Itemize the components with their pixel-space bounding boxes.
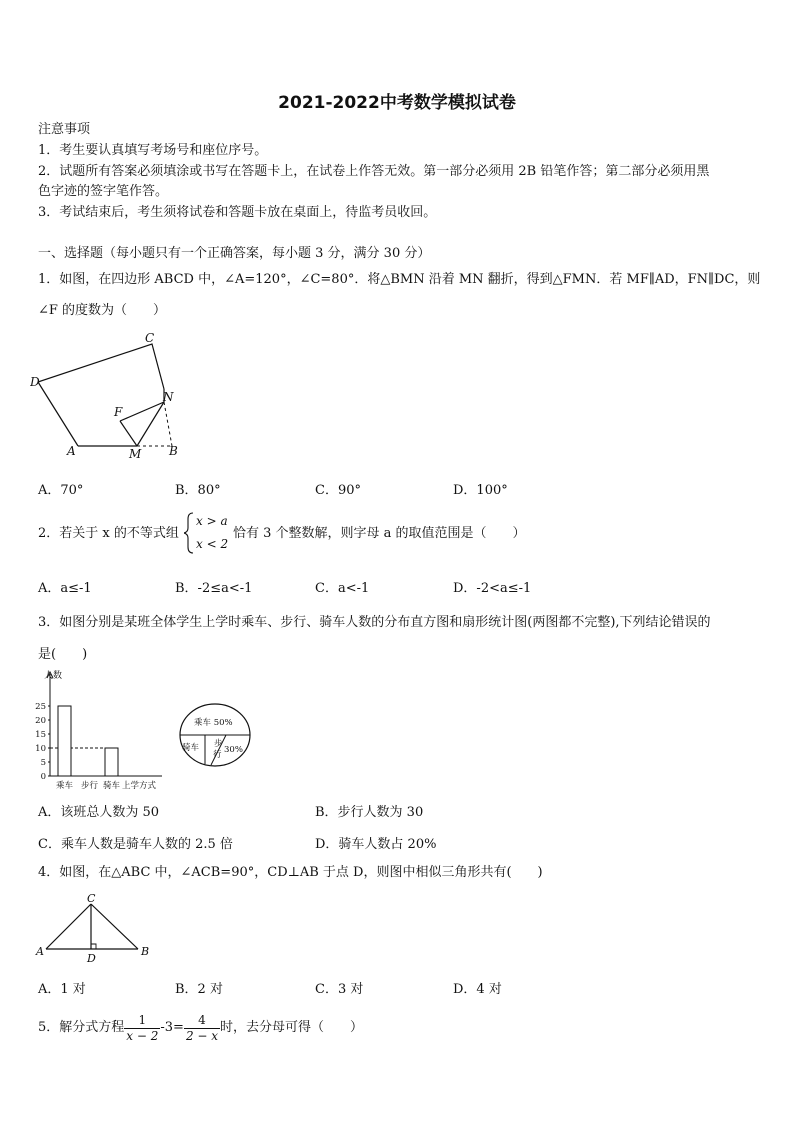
- y-tick-label-1: 5: [40, 758, 46, 768]
- q3-option-d[interactable]: D．骑车人数占 20%: [315, 837, 437, 852]
- q1-edge-DA: [38, 382, 78, 446]
- x-category-label-1: 步行: [81, 781, 99, 791]
- bar-0: [58, 706, 71, 776]
- page-title: 2021-2022中考数学模拟试卷: [278, 93, 516, 113]
- y-tick-label-3: 15: [35, 730, 46, 740]
- q2-option-b[interactable]: B．-2≤a<-1: [175, 581, 253, 596]
- y-axis-label: 人数: [44, 671, 63, 681]
- q1-option-d[interactable]: D．100°: [453, 483, 508, 498]
- q1-option-c[interactable]: C．90°: [315, 483, 361, 498]
- notice-item-3: 3．考试结束后，考生须将试卷和答题卡放在桌面上，待监考员收回。: [38, 205, 437, 220]
- q1-label-D: D: [30, 375, 40, 389]
- q3-bar-chart: [30, 668, 170, 793]
- y-tick-label-0: 0: [40, 772, 46, 782]
- q4-edge-AC: [46, 904, 91, 949]
- q5-fraction-2: [184, 1013, 220, 1044]
- q1-option-a[interactable]: A．70°: [38, 483, 84, 498]
- q5-f1-num: 1: [124, 1013, 160, 1029]
- q4-option-d[interactable]: D．4 对: [453, 982, 502, 997]
- q1-label-B: B: [169, 444, 178, 458]
- q1-label-N: N: [163, 390, 174, 404]
- pie-label-walk-pct: 30%: [224, 745, 243, 755]
- q4-label-D: D: [87, 952, 96, 964]
- q2-option-d[interactable]: D．-2<a≤-1: [453, 581, 532, 596]
- q5-stem: [38, 1008, 363, 1048]
- q1-label-C: C: [145, 331, 155, 345]
- pie-label-walk-2: 行: [213, 750, 222, 760]
- q5-f2-num: 4: [184, 1013, 220, 1029]
- q4-edge-CB: [91, 904, 138, 949]
- q1-edge-NF: [120, 402, 164, 421]
- q1-edge-FM: [120, 421, 137, 446]
- section-heading: 一、选择题（每小题只有一个正确答案，每小题 3 分，满分 30 分）: [38, 246, 431, 261]
- q1-stem-line2: ∠F 的度数为（ ）: [38, 303, 167, 318]
- y-tick-label-5: 25: [35, 702, 46, 712]
- y-tick-label-4: 20: [35, 716, 46, 726]
- q2-inequality-system: [184, 510, 232, 556]
- q3-stem-line1: 3．如图分别是某班全体学生上学时乘车、步行、骑车人数的分布直方图和扇形统计图(两图都不完整),下列结论错误的: [38, 615, 711, 630]
- q5-fraction-1: [124, 1013, 160, 1044]
- q3-option-c[interactable]: C．乘车人数是骑车人数的 2.5 倍: [38, 837, 233, 852]
- q4-option-b[interactable]: B．2 对: [175, 982, 223, 997]
- q2-sys-bottom: x < 2: [196, 537, 229, 551]
- q2-sys-top: x > a: [196, 514, 228, 528]
- bar-2: [105, 748, 118, 776]
- x-category-label-0: 乘车: [56, 781, 74, 791]
- q4-triangle-figure: [34, 892, 156, 964]
- q1-label-M: M: [129, 447, 142, 461]
- q5-f2-den: 2 − x: [185, 1028, 219, 1043]
- q5-stem-pre: 5．解分式方程: [38, 1020, 125, 1035]
- notice-item-2: 2．试题所有答案必须填涂或书写在答题卡上，在试卷上作答无效。第一部分必须用 2B 铅笔作答；第二部分必须用黑: [38, 164, 710, 179]
- q4-option-c[interactable]: C．3 对: [315, 982, 364, 997]
- q4-label-C: C: [87, 892, 96, 905]
- q2-option-c[interactable]: C．a<-1: [315, 581, 370, 596]
- q2-stem-post: 恰有 3 个整数解，则字母 a 的取值范围是（ ）: [233, 526, 526, 541]
- q1-label-A: A: [67, 444, 76, 458]
- q1-dashed-NB: [164, 402, 172, 446]
- pie-label-walk-1: 步: [214, 739, 223, 749]
- q1-option-b[interactable]: B．80°: [175, 483, 221, 498]
- q3-stem-line2: 是( ): [38, 647, 88, 662]
- q5-stem-mid: -3=: [160, 1020, 184, 1035]
- q4-stem: 4．如图，在△ABC 中，∠ACB=90°，CD⊥AB 于点 D，则图中相似三角形共有( ): [38, 865, 543, 880]
- q1-label-F: F: [114, 405, 123, 419]
- q5-f1-den: x − 2: [126, 1028, 159, 1043]
- q3-option-b[interactable]: B．步行人数为 30: [315, 805, 424, 820]
- q4-label-B: B: [141, 945, 150, 958]
- pie-label-car: 乘车 50%: [194, 718, 233, 728]
- q4-label-A: A: [36, 945, 44, 958]
- q3-pie-chart: [178, 702, 254, 768]
- q1-edge-MN: [137, 402, 164, 446]
- y-tick-label-2: 10: [35, 744, 46, 754]
- pie-label-bike: 骑车: [182, 743, 200, 753]
- q2-stem-pre: 2．若关于 x 的不等式组: [38, 526, 179, 541]
- notice-item-2-cont: 色字迹的签字笔作答。: [38, 184, 169, 199]
- q4-right-angle-mark: [91, 944, 96, 949]
- q1-quadrilateral-figure: [30, 328, 190, 463]
- q1-stem-line1: 1．如图，在四边形 ABCD 中，∠A=120°，∠C=80°．将△BMN 沿着 MN 翻折，得到△FMN．若 MF∥AD，FN∥DC，则: [38, 272, 761, 287]
- q2-brace: [184, 513, 193, 553]
- q1-edges-DC-CN: [38, 344, 164, 389]
- x-category-label-2: 骑车: [103, 781, 121, 791]
- q4-option-a[interactable]: A．1 对: [38, 982, 86, 997]
- q5-stem-post: 时，去分母可得（ ）: [220, 1020, 364, 1035]
- notice-heading: 注意事项: [38, 122, 91, 137]
- notice-item-1: 1．考生要认真填写考场号和座位序号。: [38, 143, 268, 158]
- x-axis-label: 上学方式: [122, 781, 157, 791]
- q2-option-a[interactable]: A．a≤-1: [38, 581, 92, 596]
- q3-option-a[interactable]: A．该班总人数为 50: [38, 805, 160, 820]
